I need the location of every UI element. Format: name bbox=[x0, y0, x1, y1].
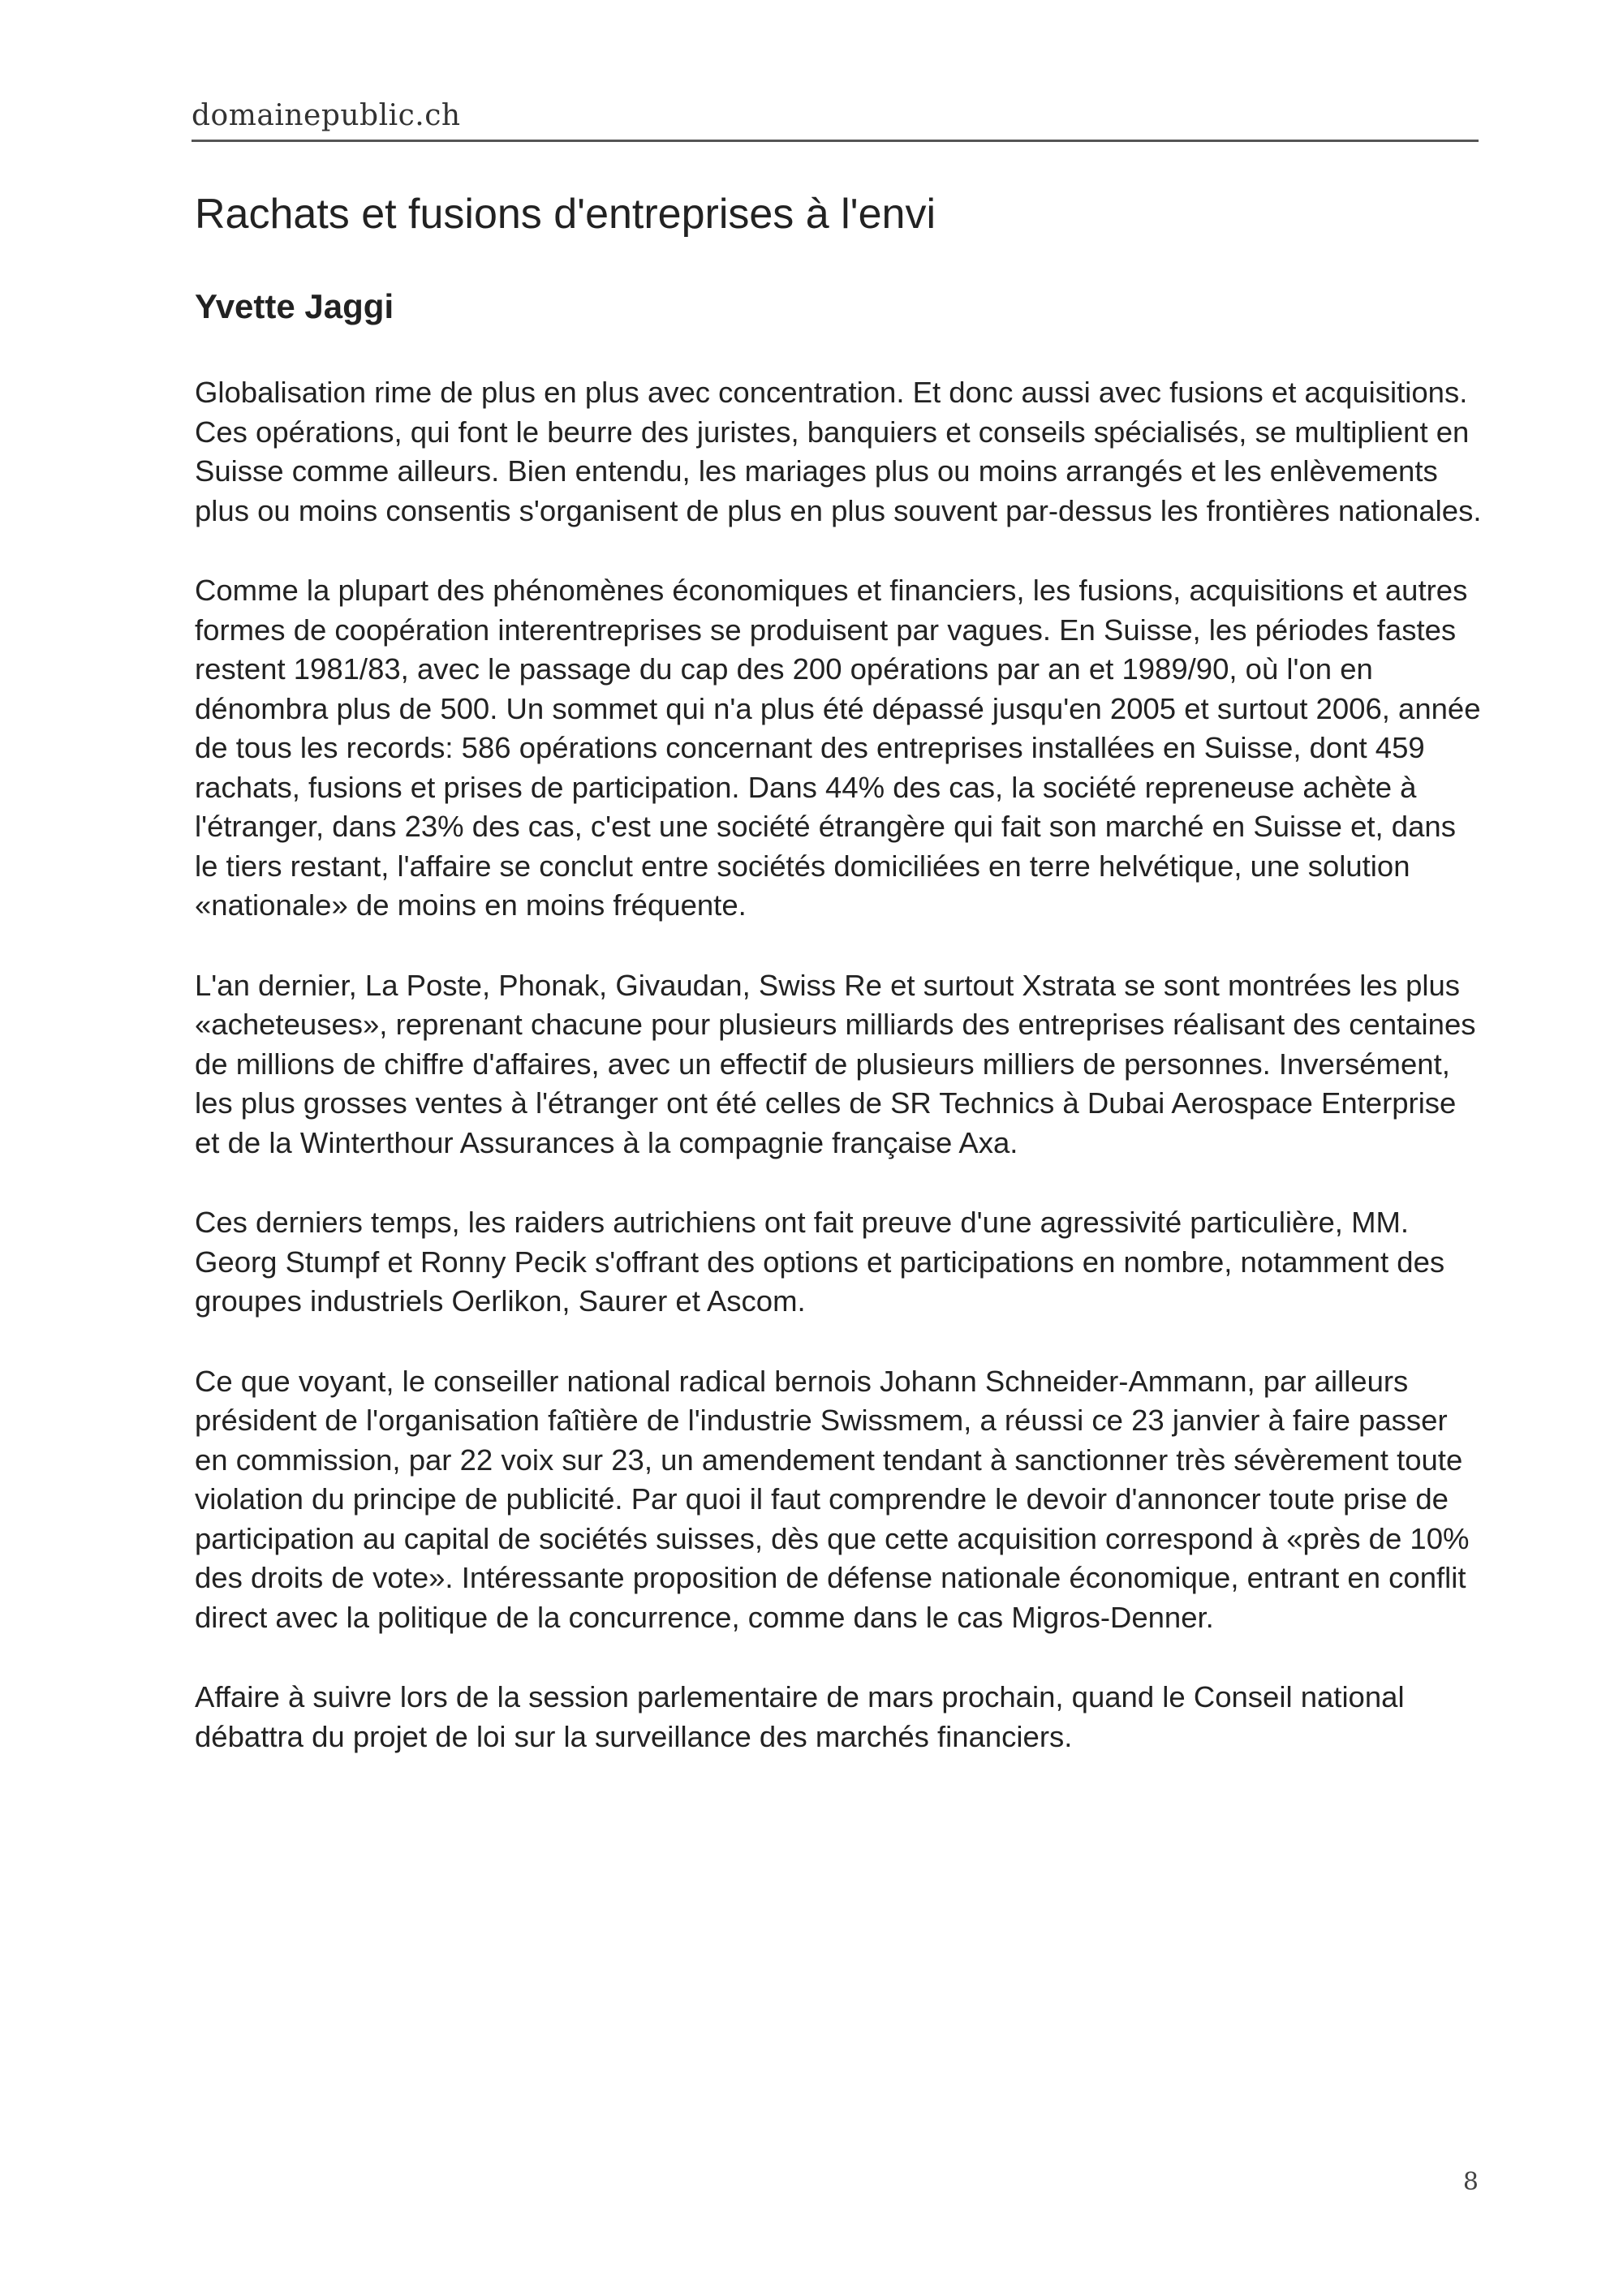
paragraph: Ces derniers temps, les raiders autrichiens ont fait preuve d'une agressivité particulière, MM. Georg Stumpf et Ronny Pecik s'offrant des options et participations en nombre, notamment des groupes industriels Oerlikon, Saurer et Ascom. bbox=[195, 1206, 1445, 1318]
paragraph: L'an dernier, La Poste, Phonak, Givaudan, Swiss Re et surtout Xstrata se sont montrées les plus «acheteuses», reprenant chacune pour plusieurs milliards des entreprises réalisant des centaines de millions de chiffre d'affaires, avec un effectif de plusieurs milliers de personnes. Inversément, les plus grosses ventes à l'étranger ont été celles de SR Technics à Dubai Aerospace Enterprise et de la Winterthour Assurances à la compagnie française Axa. bbox=[195, 968, 1476, 1159]
paragraph: Ce que voyant, le conseiller national radical bernois Johann Schneider-Ammann, par ailleurs président de l'organisation faîtière de l'industrie Swissmem, a réussi ce 23 janvier à faire passer en commission, par 22 voix sur 23, un amendement tendant à sanctionner très sévèrement toute violation du principe de publicité. Par quoi il faut comprendre le devoir d'annoncer toute prise de participation au capital de sociétés suisses, dès que cette acquisition correspond à «près de 10% des droits de vote». Intéressante proposition de défense nationale économique, entrant en conflit direct avec la politique de la concurrence, comme dans le cas Migros-Denner. bbox=[195, 1364, 1470, 1634]
paragraph: Comme la plupart des phénomènes économiques et financiers, les fusions, acquisitions et autres formes de coopération interentreprises se produisent par vagues. En Suisse, les périodes fastes restent 1981/83, avec le passage du cap des 200 opérations par an et 1989/90, où l'on en dénombra plus de 500. Un sommet qui n'a plus été dépassé jusqu'en 2005 et surtout 2006, année de tous les records: 586 opérations concernant des entreprises installées en Suisse, dont 459 rachats, fusions et prises de participation. Dans 44% des cas, la société repreneuse achète à l'étranger, dans 23% des cas, c'est une société étrangère qui fait son marché en Suisse et, dans le tiers restant, l'affaire se conclut entre sociétés domiciliées en terre helvétique, une solution «nationale» de moins en moins fréquente. bbox=[195, 574, 1481, 922]
paragraph: Affaire à suivre lors de la session parlementaire de mars prochain, quand le Conseil national débattra du projet de loi sur la surveillance des marchés financiers. bbox=[195, 1680, 1405, 1753]
article-body bbox=[195, 373, 1485, 1797]
paragraph: Globalisation rime de plus en plus avec concentration. Et donc aussi avec fusions et acquisitions. Ces opérations, qui font le beurre des juristes, banquiers et conseils spécialisés, se multiplient en Suisse comme ailleurs. Bien entendu, les mariages plus ou moins arrangés et les enlèvements plus ou moins consentis s'organisent de plus en plus souvent par-dessus les frontières nationales. bbox=[195, 376, 1482, 527]
site-name: domainepublic.ch bbox=[192, 99, 461, 132]
page-number: 8 bbox=[1462, 2168, 1479, 2196]
page-header bbox=[192, 96, 1479, 142]
article-author: Yvette Jaggi bbox=[195, 287, 394, 325]
article-title: Rachats et fusions d'entreprises à l'envi bbox=[195, 191, 936, 238]
